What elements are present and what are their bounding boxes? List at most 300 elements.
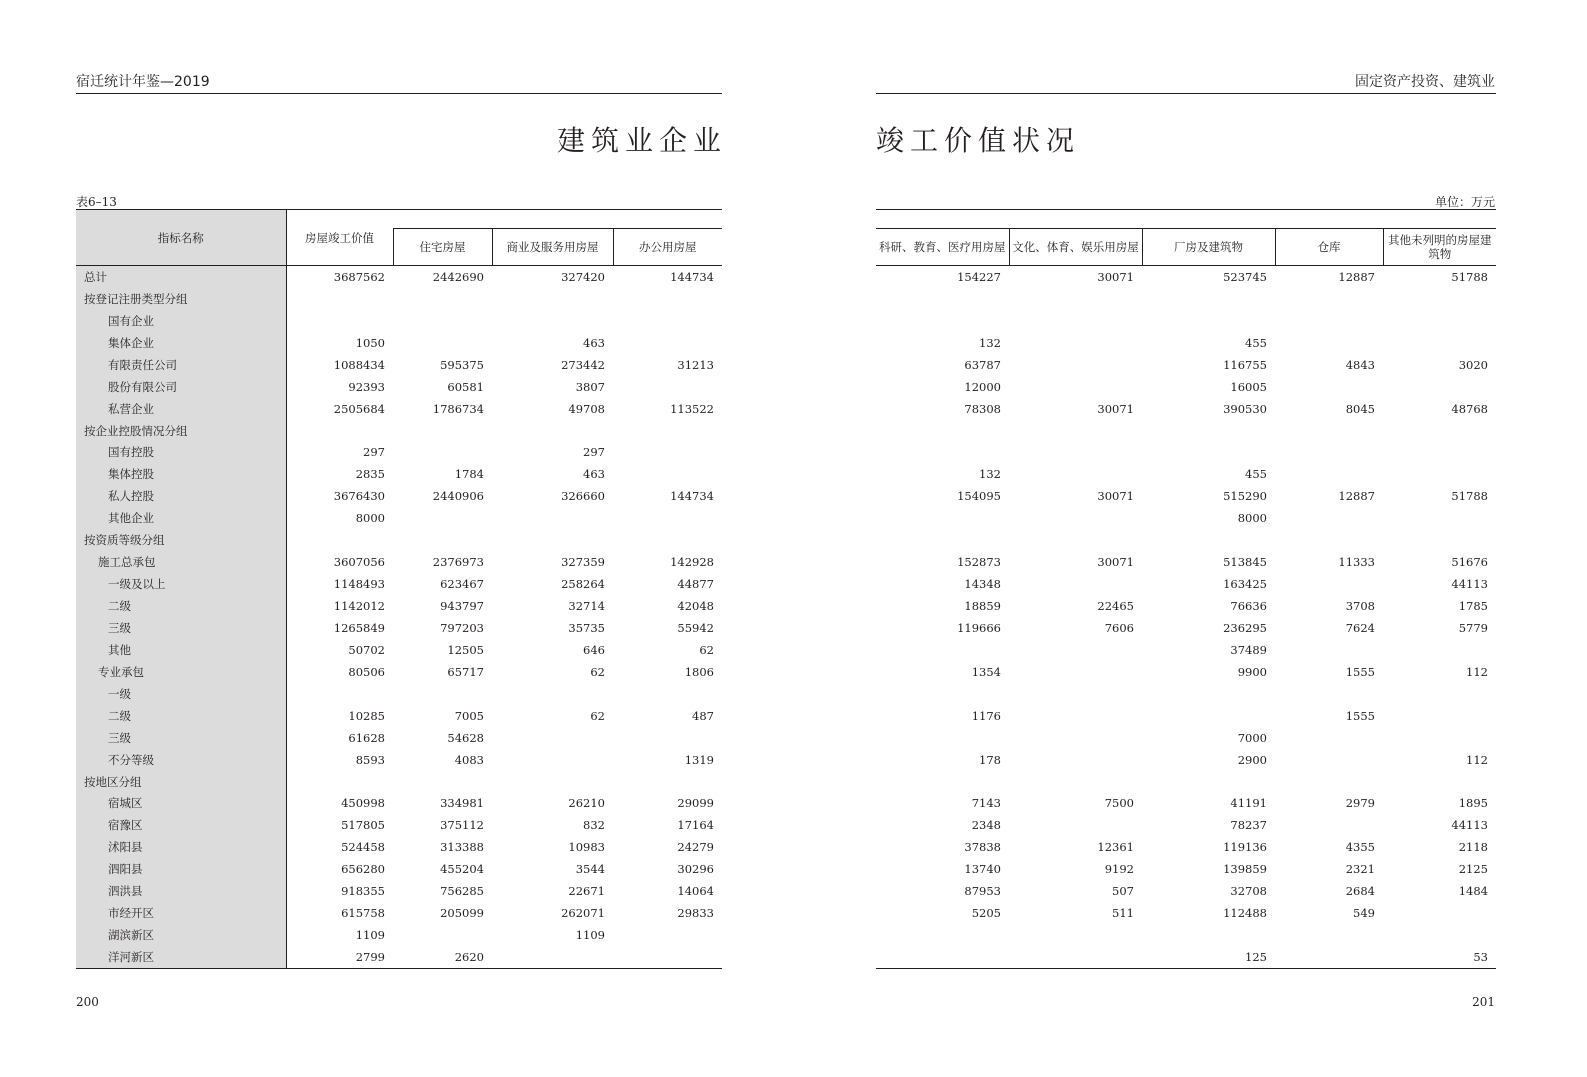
cell-value: [1142, 771, 1275, 793]
cell-value: 297: [363, 445, 385, 460]
table-title-left: 建筑业企业: [556, 124, 727, 157]
cell-value: 517805: [341, 818, 385, 833]
cell-value: 10983: [568, 840, 605, 855]
table-row: [876, 946, 1496, 968]
cell-value: [1009, 463, 1142, 485]
cell-value: 51676: [1451, 555, 1488, 570]
cell-value: [876, 639, 1009, 661]
header-rule-left: [76, 93, 722, 94]
row-label: 三级: [76, 727, 286, 749]
cell-value: 2348: [971, 818, 1001, 833]
table-row: [76, 814, 722, 836]
cell-value: 943797: [440, 599, 484, 614]
cell-value: 2684: [1345, 884, 1375, 899]
row-label: 总计: [76, 266, 286, 288]
cell-value: 1895: [1458, 796, 1488, 811]
table-row: [876, 573, 1496, 595]
cell-value: [1142, 705, 1275, 727]
cell-value: 515290: [1223, 489, 1267, 504]
cell-value: [1275, 727, 1383, 749]
cell-value: [492, 529, 613, 551]
cell-value: 7000: [1237, 730, 1267, 745]
cell-value: 5779: [1458, 620, 1488, 635]
page-number-left: 200: [76, 995, 99, 1009]
cell-value: 2979: [1345, 796, 1375, 811]
cell-value: [1009, 420, 1142, 442]
cell-value: [613, 924, 722, 946]
cell-value: 144734: [670, 269, 714, 284]
cell-value: [1383, 376, 1496, 398]
cell-value: [1009, 376, 1142, 398]
cell-value: 2835: [355, 467, 385, 482]
cell-value: [613, 310, 722, 332]
cell-value: 9900: [1237, 664, 1267, 679]
cell-value: 1806: [684, 664, 714, 679]
cell-value: 11333: [1338, 555, 1375, 570]
running-header-left: 宿迁统计年鉴—2019: [76, 74, 210, 90]
cell-value: [876, 727, 1009, 749]
cell-value: 29099: [677, 796, 714, 811]
cell-value: 30071: [1097, 489, 1134, 504]
cell-value: [876, 924, 1009, 946]
cell-value: [286, 529, 393, 551]
table-row: [876, 814, 1496, 836]
col-header-total: 房屋竣工价值: [286, 210, 393, 266]
cell-value: 87953: [964, 884, 1001, 899]
cell-value: 154227: [957, 269, 1001, 284]
cell-value: [393, 771, 492, 793]
cell-value: [613, 463, 722, 485]
cell-value: 3544: [575, 862, 605, 877]
data-table-left: [76, 209, 722, 969]
cell-value: 205099: [440, 906, 484, 921]
cell-value: 8045: [1345, 401, 1375, 416]
cell-value: [1009, 683, 1142, 705]
table-row: [76, 332, 722, 354]
cell-value: [1009, 639, 1142, 661]
cell-value: 8000: [355, 511, 385, 526]
cell-value: 513845: [1223, 555, 1267, 570]
table-row: [876, 376, 1496, 398]
cell-value: 313388: [440, 840, 484, 855]
col-header-spacer: [393, 210, 722, 229]
cell-value: [1383, 310, 1496, 332]
cell-value: 55942: [677, 620, 714, 635]
cell-value: 119666: [957, 620, 1001, 635]
cell-value: 4843: [1345, 357, 1375, 372]
cell-value: 50702: [348, 642, 385, 657]
cell-value: [1142, 310, 1275, 332]
cell-value: [1009, 661, 1142, 683]
table-row: [876, 463, 1496, 485]
table-row: [876, 836, 1496, 858]
cell-value: 3607056: [333, 555, 385, 570]
table-row: [876, 529, 1496, 551]
cell-value: 7500: [1104, 796, 1134, 811]
cell-value: 1088434: [333, 357, 385, 372]
row-label: 宿豫区: [76, 814, 286, 836]
cell-value: [1275, 639, 1383, 661]
cell-value: 12887: [1338, 489, 1375, 504]
cell-value: 152873: [957, 555, 1001, 570]
cell-value: 51788: [1451, 489, 1488, 504]
cell-value: [613, 507, 722, 529]
cell-value: [1275, 683, 1383, 705]
cell-value: 3676430: [333, 489, 385, 504]
cell-value: [1275, 507, 1383, 529]
table-row: [76, 858, 722, 880]
cell-value: [1383, 420, 1496, 442]
cell-value: [1009, 749, 1142, 771]
cell-value: [613, 420, 722, 442]
cell-value: 154095: [957, 489, 1001, 504]
cell-value: [613, 683, 722, 705]
cell-value: [286, 683, 393, 705]
table-row: [876, 639, 1496, 661]
row-label: 洋河新区: [76, 946, 286, 968]
col-header-residential: 住宅房屋: [393, 229, 492, 266]
cell-value: 61628: [348, 730, 385, 745]
cell-value: 37489: [1230, 642, 1267, 657]
cell-value: [286, 420, 393, 442]
cell-value: 112: [1466, 664, 1488, 679]
cell-value: [613, 442, 722, 464]
cell-value: [1275, 310, 1383, 332]
cell-value: 62: [590, 708, 605, 723]
cell-value: 4355: [1345, 840, 1375, 855]
table-row: [76, 771, 722, 793]
row-label: 按企业控股情况分组: [76, 420, 286, 442]
cell-value: 35735: [568, 620, 605, 635]
cell-value: 112488: [1223, 906, 1267, 921]
cell-value: 1555: [1345, 664, 1375, 679]
cell-value: [1275, 573, 1383, 595]
col-header-spacer: [876, 210, 1496, 229]
cell-value: 44113: [1451, 577, 1488, 592]
cell-value: [876, 771, 1009, 793]
cell-value: [1383, 529, 1496, 551]
cell-value: [492, 683, 613, 705]
table-row: [876, 727, 1496, 749]
table-row: [76, 485, 722, 507]
cell-value: 595375: [440, 357, 484, 372]
cell-value: [1009, 727, 1142, 749]
cell-value: 258264: [561, 577, 605, 592]
table-row: [76, 924, 722, 946]
cell-value: [1009, 924, 1142, 946]
cell-value: [492, 310, 613, 332]
cell-value: [1009, 507, 1142, 529]
table-row: [76, 420, 722, 442]
table-row: [76, 398, 722, 420]
cell-value: [393, 529, 492, 551]
cell-value: [1275, 376, 1383, 398]
cell-value: [876, 310, 1009, 332]
cell-value: 326660: [561, 489, 605, 504]
table-row: [76, 880, 722, 902]
cell-value: 41191: [1230, 796, 1267, 811]
cell-value: 3687562: [333, 269, 385, 284]
cell-value: 297: [583, 445, 605, 460]
col-header-other: 其他未列明的房屋建筑物: [1383, 229, 1496, 266]
cell-value: 24279: [677, 840, 714, 855]
cell-value: 615758: [341, 906, 385, 921]
table-row: [876, 683, 1496, 705]
cell-value: [1383, 288, 1496, 310]
cell-value: 12887: [1338, 269, 1375, 284]
cell-value: 2125: [1458, 862, 1488, 877]
cell-value: [1275, 463, 1383, 485]
cell-value: 53: [1383, 946, 1496, 968]
table-row: [76, 354, 722, 376]
cell-value: 116755: [1223, 357, 1267, 372]
cell-value: 65717: [447, 664, 484, 679]
cell-value: 2505684: [333, 401, 385, 416]
cell-value: [393, 507, 492, 529]
table-row: [876, 310, 1496, 332]
cell-value: 2799: [286, 946, 393, 968]
cell-value: 2440906: [432, 489, 484, 504]
cell-value: 236295: [1223, 620, 1267, 635]
cell-value: 26210: [568, 796, 605, 811]
cell-value: 76636: [1230, 599, 1267, 614]
row-label: 其他企业: [76, 507, 286, 529]
row-label: 湖滨新区: [76, 924, 286, 946]
col-header-warehouse: 仓库: [1275, 229, 1383, 266]
cell-value: 10285: [348, 708, 385, 723]
cell-value: [876, 442, 1009, 464]
cell-value: 163425: [1223, 577, 1267, 592]
row-label: 不分等级: [76, 749, 286, 771]
cell-value: [393, 332, 492, 354]
cell-value: [1383, 639, 1496, 661]
row-label: 沭阳县: [76, 836, 286, 858]
cell-value: [1275, 288, 1383, 310]
cell-value: 142928: [670, 555, 714, 570]
cell-value: 511: [1112, 906, 1134, 921]
table-row: [876, 354, 1496, 376]
table-row: [76, 683, 722, 705]
cell-value: 1148493: [333, 577, 385, 592]
col-header-research: 科研、教育、医疗用房屋: [876, 229, 1009, 266]
cell-value: 7143: [971, 796, 1001, 811]
cell-value: 455: [1245, 335, 1267, 350]
cell-value: [1009, 814, 1142, 836]
cell-value: 17164: [677, 818, 714, 833]
cell-value: [1275, 332, 1383, 354]
cell-value: 463: [583, 335, 605, 350]
cell-value: [393, 924, 492, 946]
table-row: [876, 485, 1496, 507]
table-row: [76, 376, 722, 398]
cell-value: 42048: [677, 599, 714, 614]
cell-value: 125: [1142, 946, 1275, 968]
table-row: [876, 880, 1496, 902]
row-label: 集体企业: [76, 332, 286, 354]
cell-value: 12361: [1097, 840, 1134, 855]
cell-value: 32714: [568, 599, 605, 614]
row-label: 有限责任公司: [76, 354, 286, 376]
cell-value: 44113: [1451, 818, 1488, 833]
cell-value: 390530: [1223, 401, 1267, 416]
cell-value: [876, 529, 1009, 551]
cell-value: 1050: [355, 335, 385, 350]
table-row: [876, 551, 1496, 573]
cell-value: 1354: [971, 664, 1001, 679]
cell-value: [1383, 683, 1496, 705]
row-label: 宿城区: [76, 793, 286, 815]
cell-value: 112: [1466, 752, 1488, 767]
cell-value: 22671: [568, 884, 605, 899]
cell-value: [1275, 420, 1383, 442]
cell-value: 1484: [1458, 884, 1488, 899]
cell-value: [876, 420, 1009, 442]
cell-value: 144734: [670, 489, 714, 504]
cell-value: 463: [583, 467, 605, 482]
table-row: [876, 266, 1496, 288]
row-label: 国有企业: [76, 310, 286, 332]
cell-value: 2620: [393, 946, 492, 968]
cell-value: 9192: [1104, 862, 1134, 877]
cell-value: [1009, 771, 1142, 793]
row-label: 私人控股: [76, 485, 286, 507]
row-label: 市经开区: [76, 902, 286, 924]
cell-value: 455204: [440, 862, 484, 877]
cell-value: 80506: [348, 664, 385, 679]
row-label: 三级: [76, 617, 286, 639]
cell-value: 14348: [964, 577, 1001, 592]
cell-value: [1009, 946, 1142, 968]
cell-value: 32708: [1230, 884, 1267, 899]
page-number-right: 201: [1472, 995, 1495, 1009]
table-row: [76, 529, 722, 551]
cell-value: [613, 376, 722, 398]
cell-value: [613, 946, 722, 968]
cell-value: [1275, 814, 1383, 836]
table-row: [876, 924, 1496, 946]
cell-value: 1142012: [333, 599, 385, 614]
table-row: [76, 551, 722, 573]
cell-value: [393, 420, 492, 442]
cell-value: 78237: [1230, 818, 1267, 833]
cell-value: [1142, 288, 1275, 310]
table-row: [76, 727, 722, 749]
cell-value: [1009, 705, 1142, 727]
cell-value: [1383, 902, 1496, 924]
cell-value: 3807: [575, 379, 605, 394]
table-row: [76, 749, 722, 771]
cell-value: [1009, 310, 1142, 332]
cell-value: 31213: [677, 357, 714, 372]
cell-value: [1383, 705, 1496, 727]
cell-value: 1786734: [432, 401, 484, 416]
table-row: [876, 793, 1496, 815]
cell-value: 1109: [355, 928, 385, 943]
cell-value: 523745: [1223, 269, 1267, 284]
cell-value: 92393: [348, 379, 385, 394]
row-label: 私营企业: [76, 398, 286, 420]
cell-value: [1009, 573, 1142, 595]
table-row: [876, 617, 1496, 639]
cell-value: 450998: [341, 796, 385, 811]
cell-value: [613, 529, 722, 551]
table-row: [76, 463, 722, 485]
header-rule-right: [876, 93, 1496, 94]
cell-value: [1383, 332, 1496, 354]
cell-value: [286, 771, 393, 793]
cell-value: 7005: [454, 708, 484, 723]
cell-value: 16005: [1230, 379, 1267, 394]
cell-value: [492, 288, 613, 310]
table-row: [76, 836, 722, 858]
cell-value: 12000: [964, 379, 1001, 394]
cell-value: [613, 771, 722, 793]
cell-value: 132: [979, 467, 1001, 482]
cell-value: 113522: [670, 401, 714, 416]
cell-value: [1275, 749, 1383, 771]
table-row: [876, 398, 1496, 420]
row-label: 专业承包: [76, 661, 286, 683]
row-label: 施工总承包: [76, 551, 286, 573]
cell-value: [1142, 442, 1275, 464]
cell-value: 4083: [454, 752, 484, 767]
cell-value: 30071: [1097, 401, 1134, 416]
cell-value: [1383, 463, 1496, 485]
cell-value: 30071: [1097, 269, 1134, 284]
cell-value: [1142, 683, 1275, 705]
cell-value: [286, 288, 393, 310]
cell-value: 62: [590, 664, 605, 679]
cell-value: 756285: [440, 884, 484, 899]
table-row: [76, 288, 722, 310]
row-label: 按资质等级分组: [76, 529, 286, 551]
cell-value: [613, 727, 722, 749]
cell-value: 487: [692, 708, 714, 723]
cell-value: [1383, 727, 1496, 749]
col-header-commercial: 商业及服务用房屋: [492, 229, 613, 266]
cell-value: 7606: [1104, 620, 1134, 635]
cell-value: [876, 288, 1009, 310]
cell-value: 8000: [1237, 511, 1267, 526]
cell-value: 327420: [561, 269, 605, 284]
cell-value: 507: [1112, 884, 1134, 899]
cell-value: [1009, 442, 1142, 464]
cell-value: [876, 946, 1009, 968]
table-row: [876, 595, 1496, 617]
cell-value: 37838: [964, 840, 1001, 855]
cell-value: [393, 442, 492, 464]
cell-value: [492, 946, 613, 968]
table-row: [876, 858, 1496, 880]
cell-value: 2442690: [432, 269, 484, 284]
cell-value: [492, 420, 613, 442]
cell-value: 262071: [561, 906, 605, 921]
cell-value: 832: [583, 818, 605, 833]
cell-value: [492, 771, 613, 793]
cell-value: [1275, 771, 1383, 793]
row-label: 其他: [76, 639, 286, 661]
cell-value: 1784: [454, 467, 484, 482]
cell-value: 2118: [1458, 840, 1488, 855]
cell-value: [613, 288, 722, 310]
table-row: [876, 332, 1496, 354]
cell-value: [492, 727, 613, 749]
row-label: 国有控股: [76, 442, 286, 464]
cell-value: 29833: [677, 906, 714, 921]
running-header-right: 固定资产投资、建筑业: [1355, 74, 1495, 90]
row-label: 泗阳县: [76, 858, 286, 880]
col-header-culture: 文化、体育、娱乐用房屋: [1009, 229, 1142, 266]
